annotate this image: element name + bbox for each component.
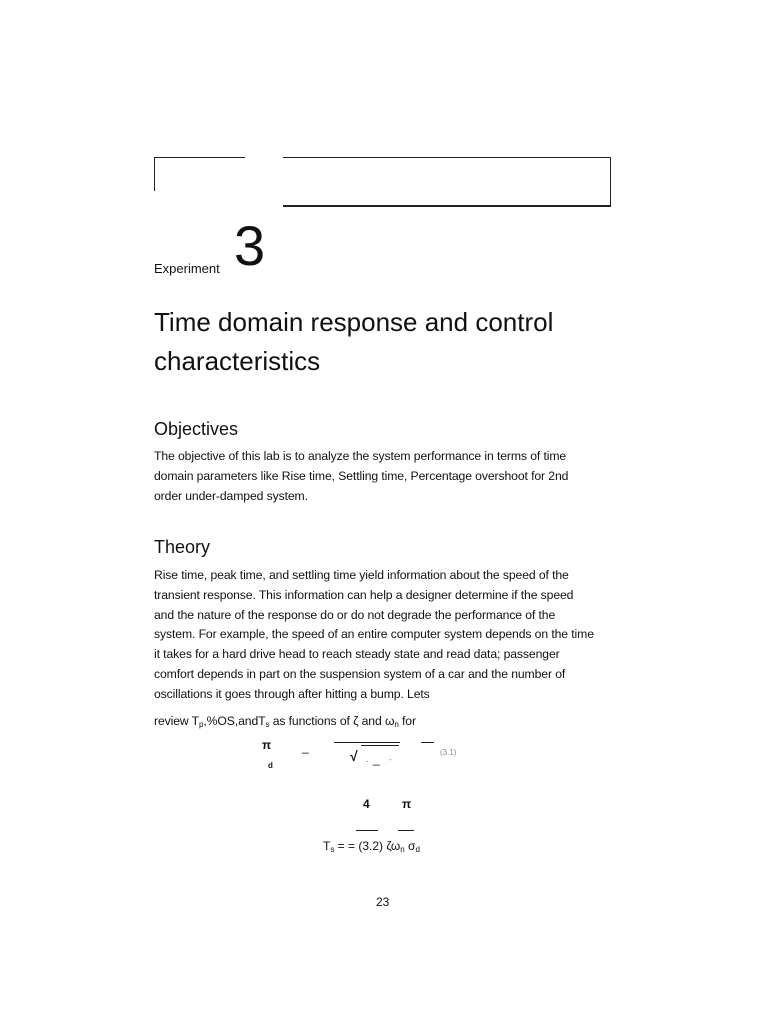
eq2-sigma: σ <box>404 839 416 853</box>
review-suffix: as functions of ζ and ω <box>269 714 395 728</box>
eq1-sqrt-sign: √ <box>350 748 358 764</box>
wn-subscript: n <box>394 720 399 729</box>
review-middle: ,%OS,andT <box>203 714 266 728</box>
experiment-number: 3 <box>234 214 266 277</box>
page-title: Time domain response and control characteristics <box>154 307 554 376</box>
eq1-fraction-bar <box>421 742 434 743</box>
eq1-pi: π <box>262 738 272 752</box>
eq2-fraction-bar-1 <box>356 830 378 831</box>
eq2-numerator-pi: π <box>402 797 412 811</box>
eq2-ts-sub: s <box>330 845 335 854</box>
tp-subscript: p <box>199 720 204 729</box>
eq1-dot: . <box>366 755 369 764</box>
eq1-dash: _ <box>302 740 309 754</box>
objectives-heading: Objectives <box>154 419 239 439</box>
experiment-label: Experiment <box>154 261 220 276</box>
theory-paragraph: Rise time, peak time, and settling time yield information about the speed of the transient response. This information can help a designer determine if the speed and the nature of the response do or do not degrade the performance of the system. For example, the speed of an entire computer system depends on the time it takes for a hard drive head to reach steady state and read data; passenger comfort depends in part on the suspension system of a car and the number of oscillations it goes through after hitting a bump. Lets <box>154 568 594 701</box>
review-end: for <box>398 714 416 728</box>
eq2-wn-sub: n <box>400 845 405 854</box>
header-frame-left-top <box>154 157 245 158</box>
eq2-sigma-sub: d <box>415 845 420 854</box>
eq1-sub-d: d <box>268 761 273 770</box>
header-frame-left-vertical <box>154 157 155 191</box>
eq2-rest: = = (3.2) ζω <box>334 839 401 853</box>
eq2-line <box>323 839 420 854</box>
objectives-paragraph: The objective of this lab is to analyze the system performance in terms of time domain parameters like Rise time, Settling time, Percentage overshoot for 2nd order under-damped system. <box>154 449 569 503</box>
eq1-number: (3.1) <box>440 748 457 757</box>
header-frame-box <box>283 157 611 207</box>
eq1-dash-2: _ <box>373 752 380 766</box>
eq1-tick: - <box>389 755 392 764</box>
eq1-sqrt-bar-inner <box>361 745 399 746</box>
review-line <box>154 712 594 735</box>
theory-heading: Theory <box>154 537 211 557</box>
eq2-numerator-4: 4 <box>363 797 370 811</box>
eq1-sqrt-bar <box>334 742 400 743</box>
eq2-ts: T <box>323 839 331 853</box>
review-prefix: review T <box>154 714 200 728</box>
eq2-fraction-bar-2 <box>398 830 414 831</box>
page-number: 23 <box>376 895 390 909</box>
ts-subscript: s <box>265 720 270 729</box>
